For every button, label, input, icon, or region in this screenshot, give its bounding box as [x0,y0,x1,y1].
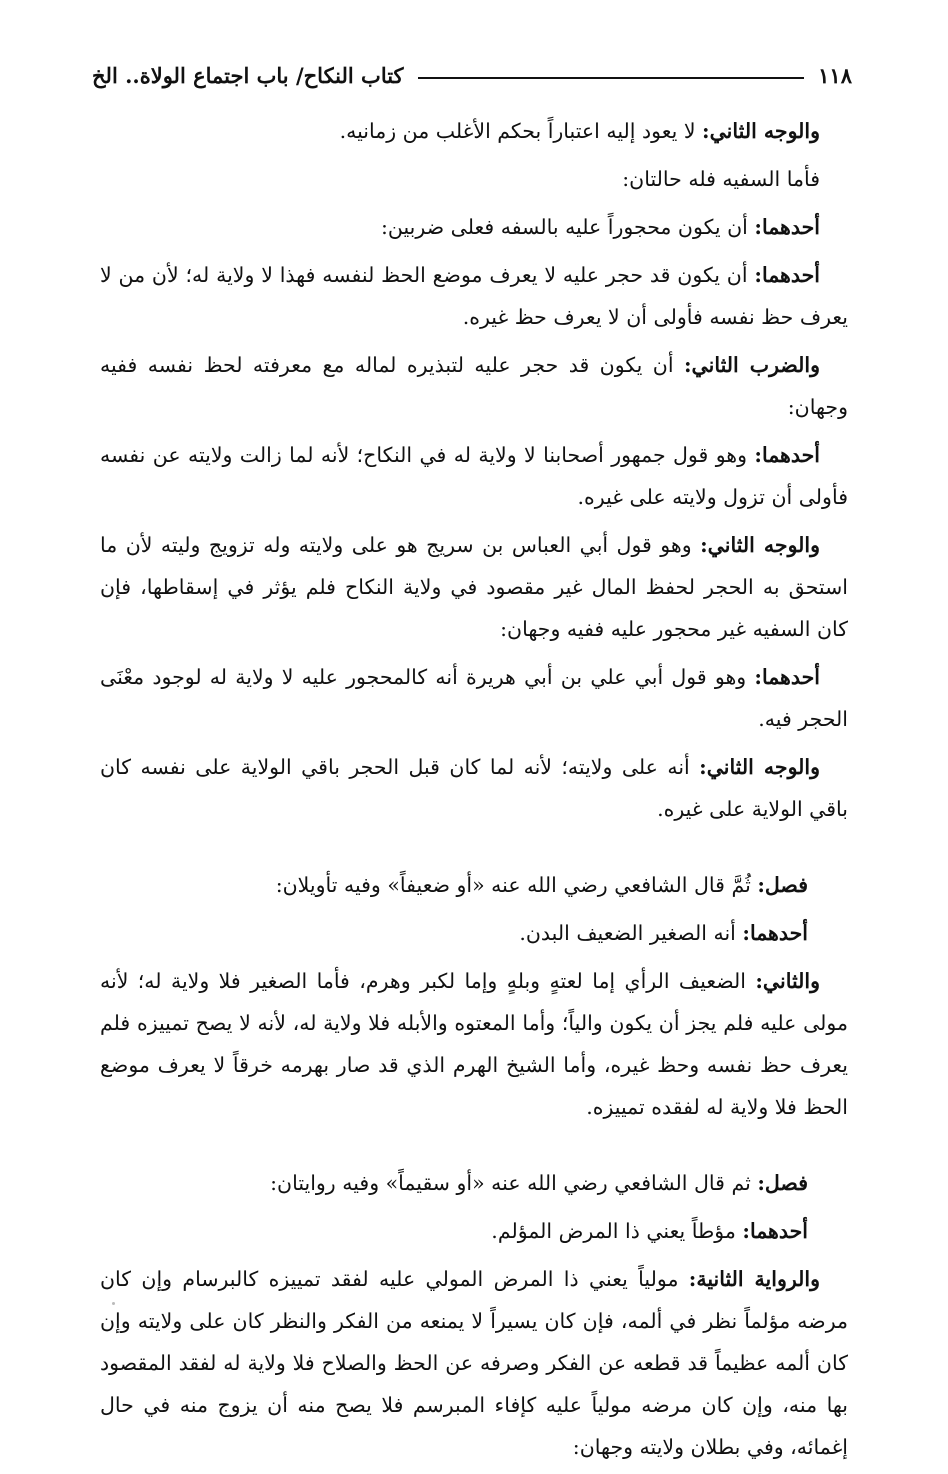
section-heading-lead: فصل: [757,1171,808,1195]
paragraph-text: وهو قول أبي العباس بن سريج هو على ولايته وله تزويج وليته لأن ما استحق به الحجر لحفظ المال غير مقصود في ولاية النكاح فلم يؤثر في إسقاطها، فإن كان السفيه غير محجور عليه ففيه وجهان: [100,533,848,641]
paragraph-lead: أحدهما: [742,921,808,945]
paragraph-text: فأما السفيه فله حالتان: [622,167,820,191]
paragraph [100,434,848,518]
paragraph [100,206,848,248]
paragraph-text: الضعيف الرأي إما لعتهٍ وبلهٍ وإما لكبر وهرم، فأما الصغير فلا ولاية له؛ لأنه مولى عليه فلم يجز أن يكون والياً؛ وأما المعتوه والأبله فلا ولاية له، لأنه لا يصح تمييزه فلم يعرف حظ نفسه وحظ غيره، وأما الشيخ الهرم الذي قد صار بهرمه خرقاً لا يعرف موضع الحظ فلا ولاية له لفقده تمييزه. [100,969,848,1119]
page-body [100,110,848,1474]
paragraph-lead: أحدهما: [754,665,820,689]
paragraph-lead: أحدهما: [754,263,820,287]
paragraph [100,344,848,428]
paragraph [100,1210,848,1252]
section-spacer [100,836,848,864]
section-heading [100,864,848,906]
paragraph [100,912,848,954]
paragraph-text: أن يكون قد حجر عليه لتبذيره لماله مع معرفته لحظ نفسه ففيه وجهان: [100,353,848,419]
header-rule [418,77,805,79]
running-title: كتاب النكاح/ باب اجتماع الولاة.. الخ [92,62,404,88]
section-spacer [100,1134,848,1162]
paragraph-lead: والثاني: [755,969,820,993]
paragraph-lead: والوجه الثاني: [702,119,820,143]
paragraph-text: وهو قول جمهور أصحابنا لا ولاية له في النكاح؛ لأنه لما زالت ولايته عن نفسه فأولى أن تزول ولايته على غيره. [100,443,848,509]
section-heading-text: ثُمَّ قال الشافعي رضي الله عنه «أو ضعيفاً» وفيه تأويلان: [275,873,758,897]
paragraph-lead: أحدهما: [754,443,820,467]
paragraph [100,110,848,152]
paragraph-lead: والضرب الثاني: [683,353,820,377]
page-number: ١١٨ [818,62,852,88]
paragraph [100,254,848,338]
paragraph [100,158,848,200]
paragraph-text: أن يكون قد حجر عليه لا يعرف موضع الحظ لنفسه فهذا لا ولاية له؛ لأن من لا يعرف حظ نفسه فأولى أن لا يعرف حظ غيره. [100,263,848,329]
paragraph [100,960,848,1128]
page-header [92,56,852,94]
paragraph-text: أنه على ولايته؛ لأنه لما كان قبل الحجر باقي الولاية على نفسه كان باقي الولاية على غيره. [100,755,848,821]
paragraph-text: وهو قول أبي علي بن أبي هريرة أنه كالمحجور عليه لا ولاية له لوجود معْنَى الحجر فيه. [100,665,848,731]
scan-speck [112,1302,115,1305]
paragraph-text: مؤطاً يعني ذا المرض المؤلم. [491,1219,743,1243]
paragraph-lead: والوجه الثاني: [699,755,821,779]
paragraph [100,524,848,650]
section-heading [100,1162,848,1204]
section-heading-lead: فصل: [757,873,808,897]
paragraph [100,746,848,830]
paragraph-lead: والوجه الثاني: [700,533,821,557]
paragraph-text: أن يكون محجوراً عليه بالسفه فعلى ضربين: [380,215,755,239]
section-heading-text: ثم قال الشافعي رضي الله عنه «أو سقيماً» وفيه روايتان: [270,1171,758,1195]
paragraph-lead: أحدهما: [742,1219,808,1243]
paragraph [100,1258,848,1468]
paragraph-text: مولياً يعني ذا المرض المولي عليه لفقد تمييزه كالبرسام وإن كان مرضه مؤلماً نظر في ألمه، فإن كان يسيراً لا يمنعه من الفكر والنظر كان على ولايته وإن كان ألمه عظيماً قد قطعه عن الفكر وصرفه عن الحظ والصلاح فلا ولاية له لفقد المقصود بها منه، وإن كان مرضه مولياً عليه كإفاء المبرسم فلا يصح منه أن يزوج منه في حال إغمائه، وفي بطلان ولايته وجهان: [100,1267,848,1459]
paragraph-lead: أحدهما: [754,215,820,239]
paragraph-text: أنه الصغير الضعيف البدن. [519,921,743,945]
paragraph-text: لا يعود إليه اعتباراً بحكم الأغلب من زمانيه. [339,119,703,143]
paragraph-lead: والرواية الثانية: [688,1267,820,1291]
paragraph [100,656,848,740]
